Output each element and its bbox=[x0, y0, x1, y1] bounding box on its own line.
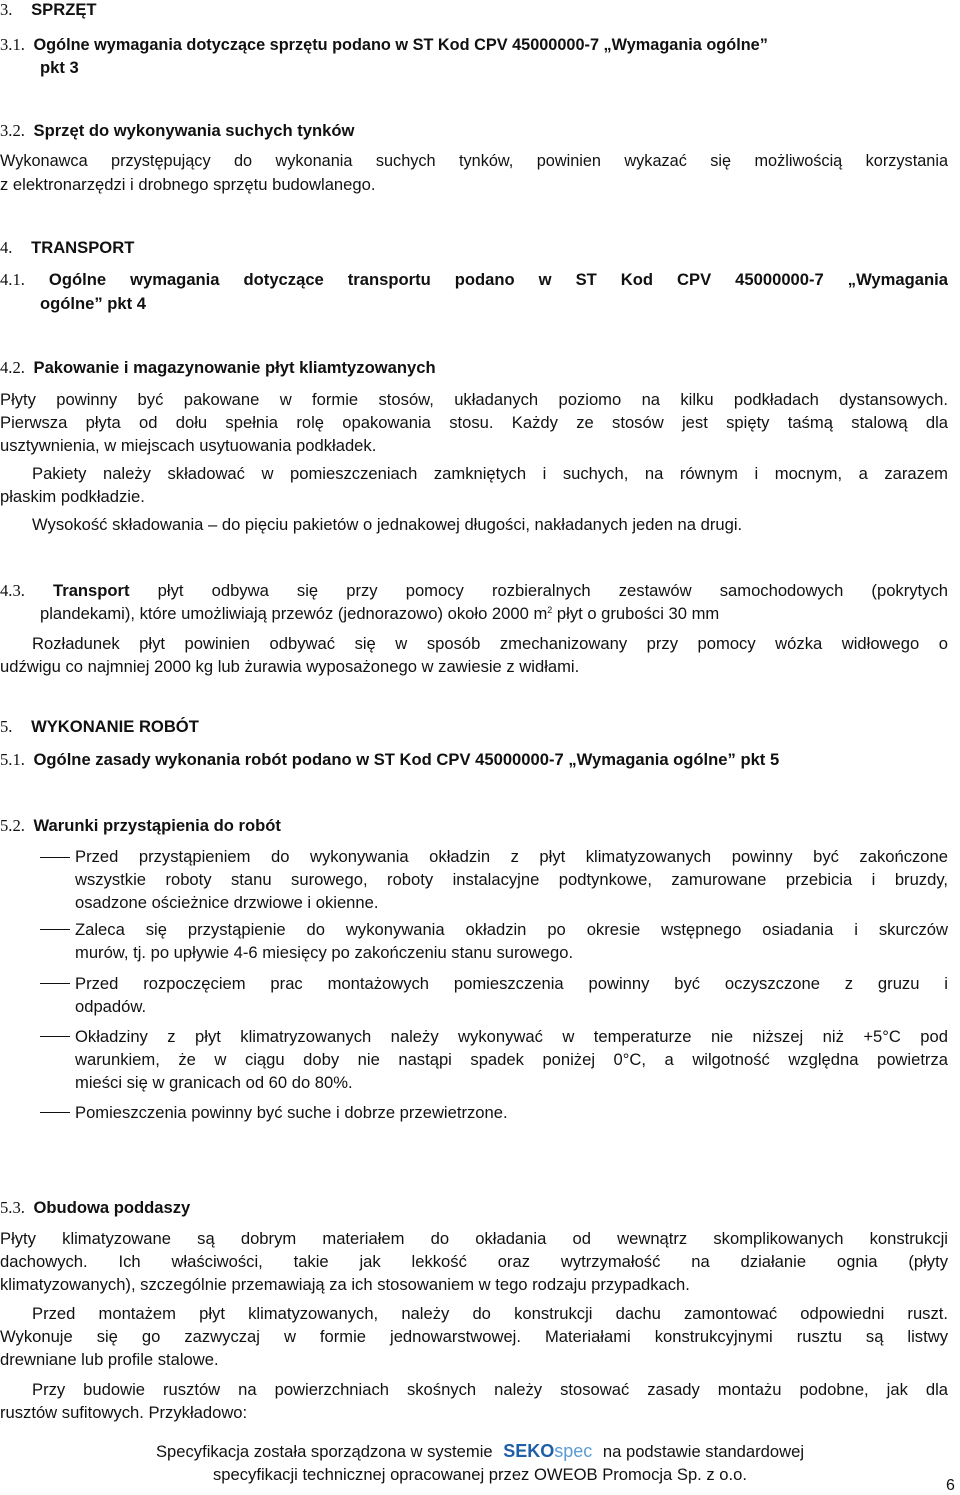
logo-text-seko: SEKO bbox=[503, 1441, 555, 1461]
section-3-1-title: Ogólne wymagania dotyczące sprzętu podano w ST Kod CPV 45000000-7 „Wymagania ogólne” bbox=[33, 36, 768, 54]
section-4-3-number: 4.3. bbox=[0, 581, 25, 600]
sekospec-logo bbox=[503, 1441, 592, 1461]
section-5-3-title: Obudowa poddaszy bbox=[33, 1198, 191, 1217]
section-4-3-line-2 bbox=[40, 602, 719, 625]
text-line: Płyty klimatyzowane są dobrym materiałem do okładania od wewnątrz skomplikowanych konstrukcji bbox=[0, 1229, 948, 1248]
text-line: Wykonawca przystępujący do wykonania suchych tynków, powinien wykazać się możliwością korzystania bbox=[0, 152, 948, 170]
text-line: wszystkie roboty stanu surowego, roboty instalacyjne podtynkowe, zamurowane przebicia i bruzdy, bbox=[75, 870, 948, 889]
section-5-3-paragraph-2 bbox=[0, 1302, 948, 1371]
section-5-3-paragraph-1 bbox=[0, 1227, 948, 1296]
section-5-2-title: Warunki przystąpienia do robót bbox=[33, 816, 281, 835]
section-4-heading bbox=[0, 236, 134, 259]
text-line: Przed montażem płyt klimatyzowanych, należy do konstrukcji dachu zamontować odpowiedni ruszt. bbox=[32, 1304, 948, 1323]
section-4-1-title-cont: ogólne” pkt 4 bbox=[40, 294, 147, 313]
text-line: Płyty powinny być pakowane w formie stosów, układanych poziomo na kilku podkładach dystansowych. bbox=[0, 390, 948, 409]
section-3-1-number: 3.1. bbox=[0, 35, 25, 54]
section-5-1-heading bbox=[0, 748, 779, 771]
section-4-number: 4. bbox=[0, 238, 13, 257]
dash-bullet bbox=[40, 1036, 70, 1037]
section-4-2-title: Pakowanie i magazynowanie płyt kliamtyzowanych bbox=[33, 358, 436, 377]
text-line: Zaleca się przystąpienie do wykonywania okładzin po okresie wstępnego osiadania i skurczów bbox=[75, 920, 948, 939]
section-3-2-title: Sprzęt do wykonywania suchych tynków bbox=[33, 121, 355, 140]
text-line: Pakiety należy składować w pomieszczeniach zamkniętych i suchych, na równym i mocnym, a zarazem bbox=[32, 464, 948, 483]
section-4-title: TRANSPORT bbox=[31, 238, 135, 257]
section-4-3-paragraph-2 bbox=[0, 632, 948, 678]
footer-line-2: specyfikacji technicznej opracowanej przez OWEOB Promocja Sp. z o.o. bbox=[213, 1465, 747, 1484]
section-5-1-number: 5.1. bbox=[0, 750, 25, 769]
dash-bullet bbox=[40, 1112, 70, 1113]
bullet-item-2 bbox=[75, 918, 948, 964]
text-line: drewniane lub profile stalowe. bbox=[0, 1350, 219, 1369]
section-5-1-title: Ogólne zasady wykonania robót podano w ST Kod CPV 45000000-7 „Wymagania ogólne” pkt 5 bbox=[33, 750, 780, 769]
section-4-2-number: 4.2. bbox=[0, 358, 25, 377]
text-line: Rozładunek płyt powinien odbywać się w sposób zmechanizowany przy pomocy wózka widłowego o bbox=[32, 634, 948, 653]
section-3-2-heading bbox=[0, 119, 354, 142]
text-line: udźwigu co najmniej 2000 kg lub żurawia wyposażonego w zawiesie z widłami. bbox=[0, 657, 580, 676]
text-run: plandekami), które umożliwiają przewóz (jednorazowo) około 2000 m bbox=[40, 604, 548, 623]
section-3-2-number: 3.2. bbox=[0, 121, 25, 140]
text-line: Przed rozpoczęciem prac montażowych pomieszczenia powinny być oczyszczone z gruzu i bbox=[75, 974, 948, 993]
text-line: dachowych. Ich właściwości, takie jak lekkość oraz wytrzymałość na działanie ognia (płyty bbox=[0, 1252, 948, 1271]
section-3-1-heading bbox=[0, 33, 960, 57]
dash-bullet bbox=[40, 983, 70, 984]
text-line: Pierwsza płyta od dołu spełnia rolę opakowania stosu. Każdy ze stosów jest spięty taśmą stalową dla bbox=[0, 413, 948, 432]
section-4-1-title: Ogólne wymagania dotyczące transportu podano w ST Kod CPV 45000000-7 „Wymagania bbox=[48, 270, 948, 289]
text-run: płyt o grubości 30 mm bbox=[552, 604, 720, 623]
dash-bullet bbox=[40, 929, 70, 930]
text-line: z elektronarzędzi i drobnego sprzętu budowlanego. bbox=[0, 175, 376, 194]
logo-text-spec: spec bbox=[554, 1441, 593, 1461]
section-3-heading bbox=[0, 0, 97, 21]
section-4-3-paragraph-1 bbox=[0, 579, 948, 602]
section-3-title: SPRZĘT bbox=[31, 0, 97, 19]
text-line: Przed przystąpieniem do wykonywania okładzin z płyt klimatyzowanych powinny być zakończone bbox=[75, 847, 948, 866]
section-4-2-paragraph-1 bbox=[0, 388, 948, 457]
footer-text: Specyfikacja została sporządzona w systemie bbox=[155, 1442, 493, 1461]
section-5-2-number: 5.2. bbox=[0, 816, 25, 835]
text-line: osadzone ościeżnice drzwiowe i okienne. bbox=[75, 893, 379, 912]
footer-line-1 bbox=[0, 1440, 960, 1463]
section-5-3-number: 5.3. bbox=[0, 1198, 25, 1217]
section-5-heading bbox=[0, 715, 199, 738]
text-line: płyt odbywa się przy pomocy rozbieralnych zestawów samochodowych (pokrytych bbox=[157, 581, 948, 600]
section-5-2-heading bbox=[0, 814, 281, 837]
page-number: 6 bbox=[946, 1477, 955, 1494]
text-line: Okładziny z płyt klimatryzowanych należy wykonywać w temperaturze nie niższej niż +5°C pod bbox=[75, 1027, 948, 1046]
text-line: usztywnienia, w miejscach usytuowania podkładek. bbox=[0, 436, 377, 455]
section-5-3-heading bbox=[0, 1196, 190, 1219]
section-4-2-heading bbox=[0, 356, 436, 379]
section-3-number: 3. bbox=[0, 0, 13, 19]
section-4-2-paragraph-3: Wysokość składowania – do pięciu pakietów o jednakowej długości, nakładanych jeden na drugi. bbox=[32, 515, 743, 534]
bullet-item-4 bbox=[75, 1025, 948, 1094]
section-4-1-number: 4.1. bbox=[0, 270, 25, 289]
text-line: klimatyzowanych), szczególnie przemawiają za ich stosowaniem w tego rodzaju przypadkach. bbox=[0, 1275, 690, 1294]
section-4-2-paragraph-2 bbox=[0, 462, 948, 508]
text-line: Przy budowie rusztów na powierzchniach skośnych należy stosować zasady montażu podobne, jak dla bbox=[32, 1380, 948, 1399]
text-line: odpadów. bbox=[75, 997, 147, 1016]
section-5-title: WYKONANIE ROBÓT bbox=[31, 717, 199, 736]
bullet-item-3 bbox=[75, 972, 948, 1018]
text-line: płaskim podkładzie. bbox=[0, 487, 145, 506]
text-line: mieści się w granicach od 60 do 80%. bbox=[75, 1073, 353, 1092]
text-line: murów, tj. po upływie 4-6 miesięcy po zakończeniu stanu surowego. bbox=[75, 943, 574, 962]
dash-bullet bbox=[40, 857, 70, 858]
text-line: Wykonuje się go zazwyczaj w formie jednowarstwowej. Materiałami konstrukcyjnymi rusztu są listwy bbox=[0, 1327, 948, 1346]
section-4-1-heading bbox=[0, 268, 948, 291]
text-line: warunkiem, że w ciągu doby nie nastąpi spadek poniżej 0°C, a wilgotność względna powietrza bbox=[75, 1050, 948, 1069]
section-4-3-title: Transport bbox=[53, 581, 130, 600]
section-3-1-title-cont: pkt 3 bbox=[40, 58, 79, 77]
section-5-3-paragraph-3 bbox=[0, 1378, 948, 1424]
superscript: 2 bbox=[547, 605, 553, 615]
section-3-2-paragraph bbox=[0, 150, 948, 196]
section-5-number: 5. bbox=[0, 717, 13, 736]
text-line: rusztów sufitowych. Przykładowo: bbox=[0, 1403, 248, 1422]
bullet-item-5: Pomieszczenia powinny być suche i dobrze przewietrzone. bbox=[75, 1103, 508, 1122]
bullet-item-1 bbox=[75, 845, 948, 914]
footer-text: na podstawie standardowej bbox=[602, 1442, 805, 1461]
